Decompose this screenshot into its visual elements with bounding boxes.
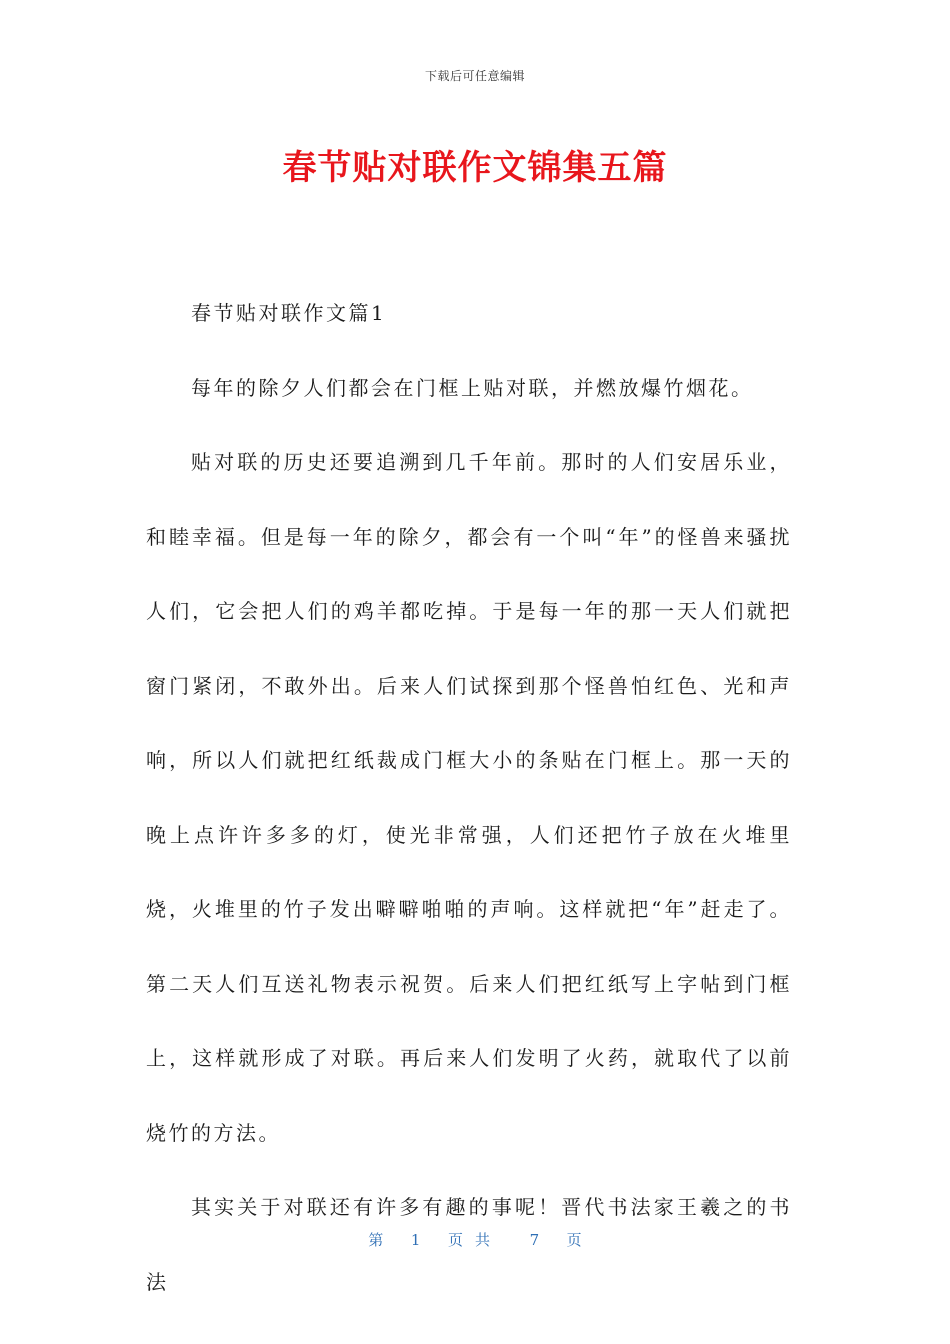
current-page-number: 1 <box>410 1231 421 1249</box>
total-pages-number: 7 <box>529 1231 540 1249</box>
page-label-mid: 页共 <box>447 1231 502 1249</box>
section-heading: 春节贴对联作文篇1 <box>191 301 387 325</box>
document-body <box>146 276 792 1319</box>
paragraph: 贴对联的历史还要追溯到几千年前。那时的人们安居乐业，和睦幸福。但是每一年的除夕，都会有一个叫“年”的怪兽来骚扰人们，它会把人们的鸡羊都吃掉。于是每一年的那一天人们就把窗门紧闭，不敢外出。后来人们试探到那个怪兽怕红色、光和声响，所以人们就把红纸裁成门框大小的条贴在门框上。那一天的晚上点许许多多的灯，使光非常强，人们还把竹子放在火堆里烧，火堆里的竹子发出噼噼啪啪的声响。这样就把“年”赶走了。第二天人们互送礼物表示祝贺。后来人们把红纸写上字帖到门框上，这样就形成了对联。再后来人们发明了火药，就取代了以前烧竹的方法。 <box>146 450 792 1145</box>
paragraph: 每年的除夕人们都会在门框上贴对联，并燃放爆竹烟花。 <box>191 375 754 400</box>
document-title: 春节贴对联作文锦集五篇 <box>282 148 668 188</box>
page-footer <box>0 1229 950 1250</box>
page-label-suffix: 页 <box>566 1231 582 1249</box>
page-label-prefix: 第 <box>368 1231 384 1249</box>
header-note: 下载后可任意编辑 <box>424 69 525 83</box>
paragraph: 其实关于对联还有许多有趣的事呢！晋代书法家王羲之的书法 <box>146 1195 792 1294</box>
